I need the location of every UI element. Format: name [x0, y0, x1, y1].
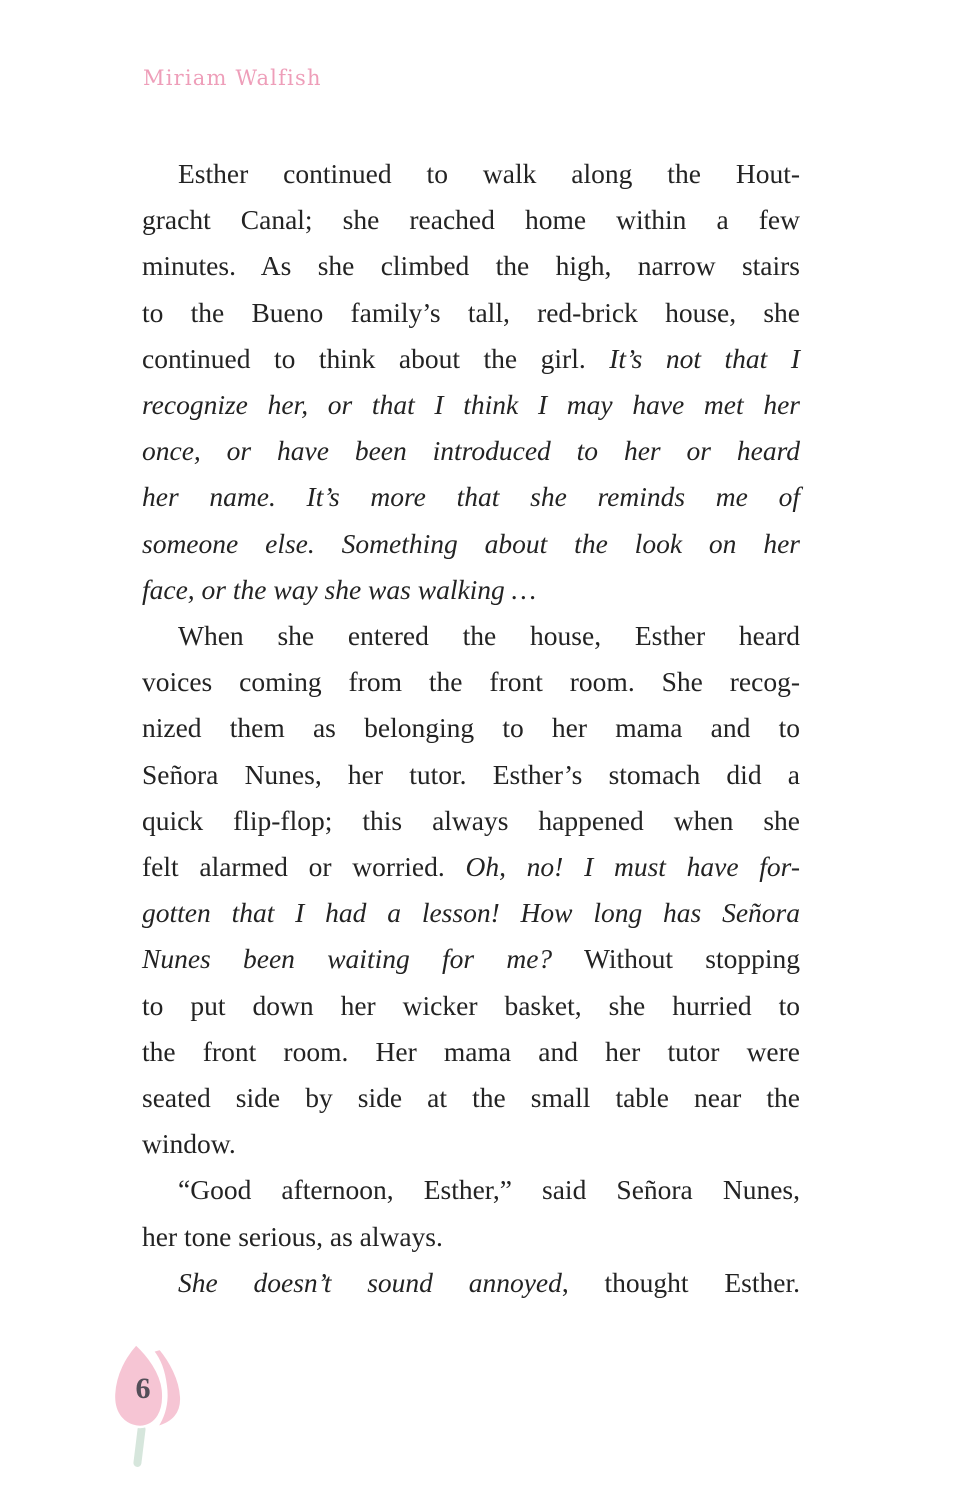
text-line: [142, 890, 800, 936]
text-segment: “Good afternoon, Esther,” said Señora Nunes,: [178, 1174, 800, 1206]
text-line: [142, 336, 800, 382]
text-segment: to the Bueno family’s tall, red-brick house, she: [142, 296, 800, 328]
text-line: [142, 613, 800, 659]
text-segment: When she entered the house, Esther heard: [178, 620, 800, 652]
text-line: [142, 151, 800, 197]
text-segment: the front room. Her mama and her tutor were: [142, 1035, 800, 1067]
text-line: [142, 243, 800, 289]
text-segment: Without stopping: [552, 943, 800, 975]
italic-text-segment: face, or the way she was walking …: [142, 573, 537, 605]
text-line: [142, 983, 800, 1029]
text-line: [142, 567, 800, 613]
italic-text-segment: someone else. Something about the look on her: [142, 527, 800, 559]
text-segment: gracht Canal; she reached home within a few: [142, 204, 800, 236]
text-line: [142, 936, 800, 982]
text-segment: voices coming from the front room. She recog-: [142, 666, 800, 698]
text-line: [142, 1121, 800, 1167]
page-number-ornament: [108, 1341, 192, 1488]
tulip-stem: [133, 1425, 146, 1468]
text-line: [142, 428, 800, 474]
tulip-icon: [108, 1341, 192, 1488]
text-line: [142, 1260, 800, 1306]
text-line: [142, 197, 800, 243]
text-line: [142, 844, 800, 890]
text-line: [142, 659, 800, 705]
italic-text-segment: She doesn’t sound annoyed: [178, 1266, 562, 1298]
text-segment: Señora Nunes, her tutor. Esther’s stomach did a: [142, 758, 800, 790]
italic-text-segment: recognize her, or that I think I may have met her: [142, 389, 800, 421]
text-line: [142, 1075, 800, 1121]
italic-text-segment: gotten that I had a lesson! How long has Señora: [142, 897, 800, 929]
text-segment: her tone serious, as always.: [142, 1220, 443, 1252]
text-line: [142, 1214, 800, 1260]
text-segment: continued to think about the girl.: [142, 342, 610, 374]
text-segment: to put down her wicker basket, she hurried to: [142, 989, 800, 1021]
text-line: [142, 1167, 800, 1213]
text-segment: window.: [142, 1128, 236, 1160]
text-line: [142, 521, 800, 567]
body-text: [142, 151, 800, 1306]
text-line: [142, 290, 800, 336]
text-segment: seated side by side at the small table near the: [142, 1082, 800, 1114]
running-head-author: Miriam Walfish: [143, 66, 322, 90]
text-line: [142, 798, 800, 844]
text-segment: minutes. As she climbed the high, narrow stairs: [142, 250, 800, 282]
text-segment: nized them as belonging to her mama and to: [142, 712, 800, 744]
text-line: [142, 1029, 800, 1075]
text-segment: , thought Esther.: [561, 1266, 800, 1298]
text-line: [142, 474, 800, 520]
page-number: 6: [135, 1372, 151, 1405]
italic-text-segment: It’s not that I: [609, 342, 800, 374]
text-line: [142, 705, 800, 751]
italic-text-segment: Oh, no! I must have for-: [465, 851, 800, 883]
italic-text-segment: once, or have been introduced to her or heard: [142, 435, 800, 467]
text-segment: Esther continued to walk along the Hout-: [178, 158, 800, 189]
text-line: [142, 382, 800, 428]
text-segment: felt alarmed or worried.: [142, 851, 466, 883]
text-segment: quick flip-flop; this always happened when she: [142, 804, 800, 836]
italic-text-segment: Nunes been waiting for me?: [142, 943, 553, 975]
italic-text-segment: her name. It’s more that she reminds me of: [142, 481, 800, 513]
text-line: [142, 752, 800, 798]
